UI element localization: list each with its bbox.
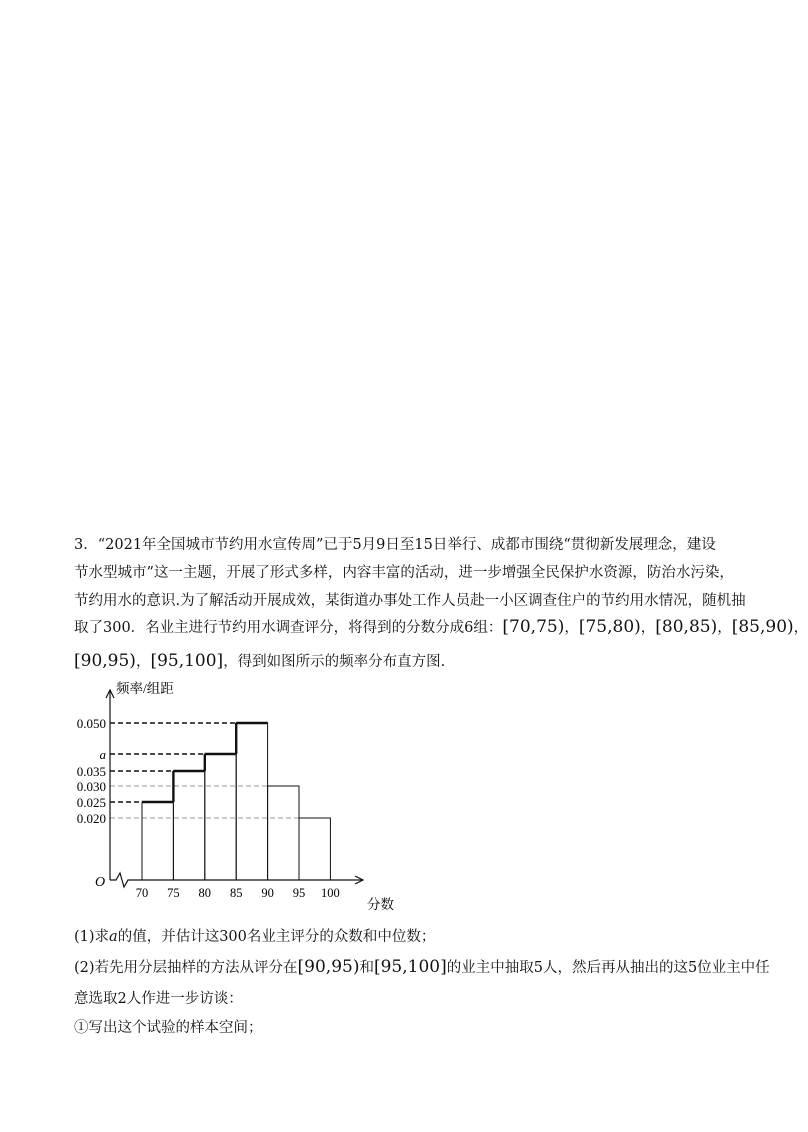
question-1: (1)求a的值，并估计这300名业主评分的众数和中位数； xyxy=(74,929,436,945)
interval: [90,95) xyxy=(74,651,136,671)
y-tick-label: 0.030 xyxy=(76,779,106,794)
histogram-bar xyxy=(299,818,330,880)
question-2-cont: 意选取2人作进一步访谈： xyxy=(74,991,243,1007)
x-tick-label: 80 xyxy=(198,886,212,900)
x-axis-arrow xyxy=(355,876,363,884)
variable-a: a xyxy=(109,929,118,945)
problem-line-3: 节约用水的意识.为了解活动开展成效，某街道办事处工作人员赴一小区调查住户的节约用水情况，随机抽 xyxy=(74,593,746,609)
interval: [95,100] xyxy=(150,651,224,671)
y-axis-arrow xyxy=(106,690,114,698)
y-tick-label: 0.035 xyxy=(76,764,106,779)
histogram-bar xyxy=(268,786,299,880)
question-2-sub-1: ①写出这个试验的样本空间； xyxy=(74,1020,263,1036)
problem-line-1: 3．“2021年全国城市节约用水宣传周”已于5月9日至15日举行、成都市围绕“贯彻新发展理念，建设 xyxy=(74,537,716,553)
x-tick-label: 85 xyxy=(229,886,243,900)
interval: [75,80) xyxy=(578,617,641,637)
histogram-bar xyxy=(142,802,173,880)
x-axis-label: 分数 xyxy=(367,897,394,912)
problem-line-5: [90,95)，[95,100]，得到如图所示的频率分布直方图. xyxy=(74,651,446,671)
y-tick-label: 0.025 xyxy=(76,795,106,810)
x-tick-label: 100 xyxy=(321,886,340,900)
question-2: (2)若先用分层抽样的方法从评分在[90,95)和[95,100]的业主中抽取5人，然后再从抽出的这5位业主中任 xyxy=(74,957,770,977)
interval: [95,100] xyxy=(373,957,447,977)
interval: [70,75) xyxy=(502,617,565,637)
x-tick-label: 90 xyxy=(261,886,274,900)
histogram-bar xyxy=(173,771,204,880)
y-tick-label: a xyxy=(99,747,106,762)
problem-line-4: 取了300．名业主进行节约用水调查评分，将得到的分数分成6组：[70,75)，[75,80)，[80,85)，[85,90)， xyxy=(74,617,808,637)
x-tick-label: 70 xyxy=(135,886,149,900)
x-axis xyxy=(110,873,363,887)
histogram-bar xyxy=(205,754,236,880)
origin-label: O xyxy=(95,875,106,890)
interval: [85,90) xyxy=(731,617,794,637)
y-axis-label: 频率/组距 xyxy=(116,681,174,696)
interval: [90,95) xyxy=(297,957,360,977)
x-tick-label: 95 xyxy=(292,886,306,900)
y-tick-label: 0.020 xyxy=(76,811,106,826)
histogram-bar xyxy=(236,723,267,880)
interval: [80,85) xyxy=(655,617,718,637)
problem-line-2: 节水型城市”这一主题，开展了形式多样，内容丰富的活动，进一步增强全民保护水资源，防治水污染， xyxy=(74,565,734,581)
y-tick-label: 0.050 xyxy=(76,716,106,731)
x-tick-label: 75 xyxy=(167,886,180,900)
